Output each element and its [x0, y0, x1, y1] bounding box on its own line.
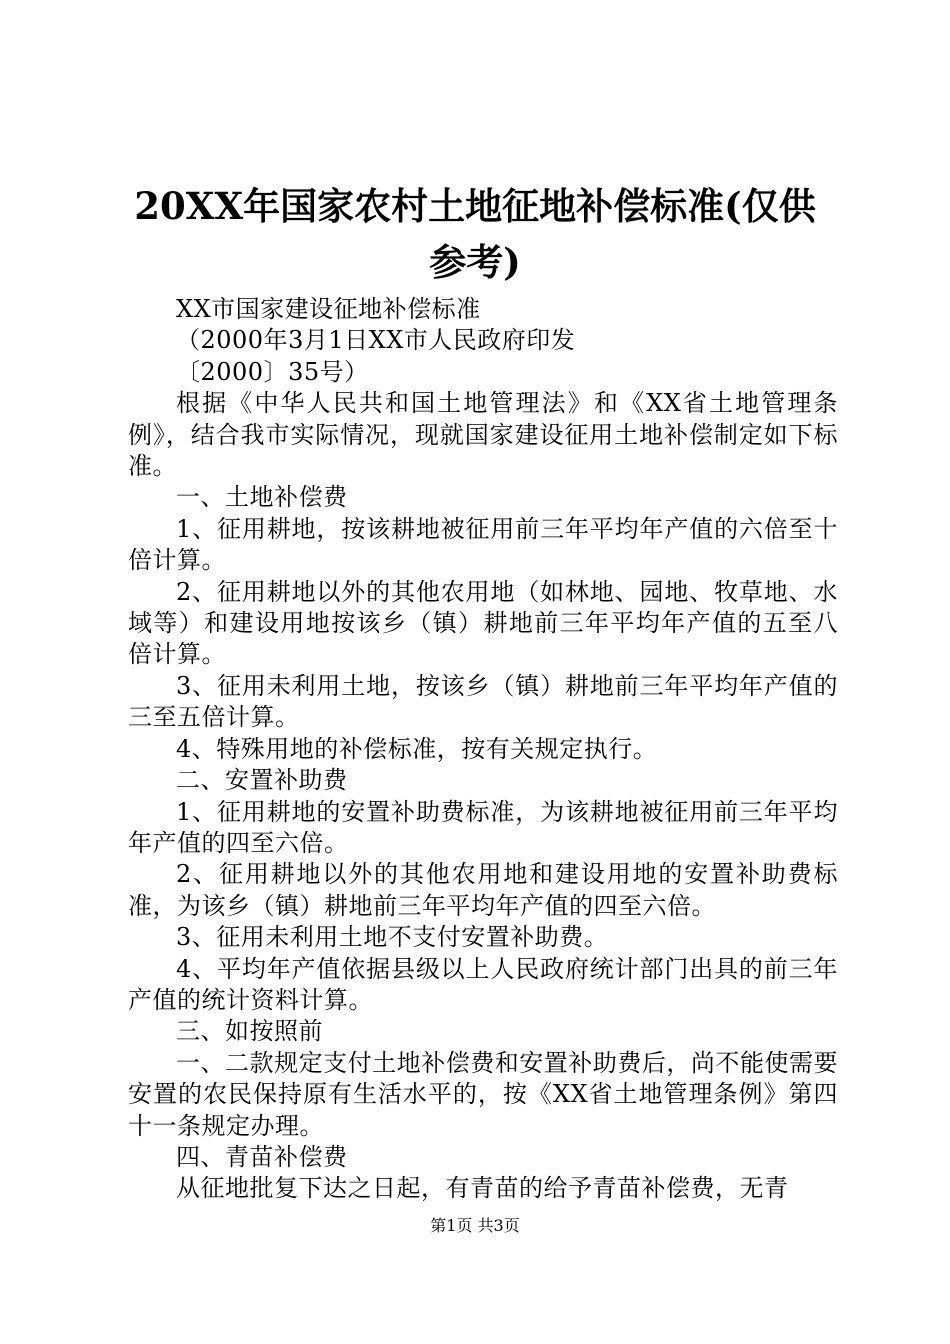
section-heading: 一、土地补偿费 [176, 483, 348, 512]
page-number: 第1页 共3页 [430, 1216, 520, 1235]
paragraph: 3、征用未利用土地不支付安置补助费。 [176, 923, 609, 952]
paragraph: 2、征用耕地以外的其他农用地（如林地、园地、牧草地、水域等）和建设用地按该乡（镇）耕地前三年平均年产值的五至八倍计算。 [128, 577, 838, 669]
paragraph: 4、特殊用地的补偿标准，按有关规定执行。 [176, 734, 658, 763]
paragraph: 2、征用耕地以外的其他农用地和建设用地的安置补助费标准，为该乡（镇）耕地前三年平均年产值的四至六倍。 [128, 860, 838, 920]
paragraph: 1、征用耕地的安置补助费标准，为该耕地被征用前三年平均年产值的四至六倍。 [128, 797, 838, 857]
paragraph: 根据《中华人民共和国土地管理法》和《XX省土地管理条例》，结合我市实际情况，现就国家建设征用土地补偿制定如下标准。 [128, 389, 838, 481]
paragraph: 从征地批复下达之日起，有青苗的给予青苗补偿费，无青 [176, 1174, 789, 1203]
paragraph: XX市国家建设征地补偿标准 [176, 295, 481, 323]
paragraph: 1、征用耕地，按该耕地被征用前三年平均年产值的六倍至十倍计算。 [128, 514, 838, 575]
document-title: 20XX年国家农村土地征地补偿标准(仅供参考) [134, 184, 816, 284]
section-heading: 二、安置补助费 [176, 766, 348, 795]
paragraph: 4、平均年产值依据县级以上人民政府统计部门出具的前三年产值的统计资料计算。 [128, 954, 838, 1014]
paragraph: 3、征用未利用土地，按该乡（镇）耕地前三年平均年产值的三至五倍计算。 [128, 671, 838, 732]
section-heading: 三、如按照前 [176, 1017, 323, 1046]
paragraph: 〔2000〕35号） [176, 357, 369, 386]
paragraph: 一、二款规定支付土地补偿费和安置补助费后，尚不能使需要安置的农民保持原有生活水平的，按《XX省土地管理条例》第四十一条规定办理。 [128, 1048, 838, 1140]
document-body [128, 294, 838, 1205]
section-heading: 四、青苗补偿费 [176, 1142, 348, 1171]
paragraph: （2000年3月1日XX市人民政府印发 [176, 326, 576, 355]
